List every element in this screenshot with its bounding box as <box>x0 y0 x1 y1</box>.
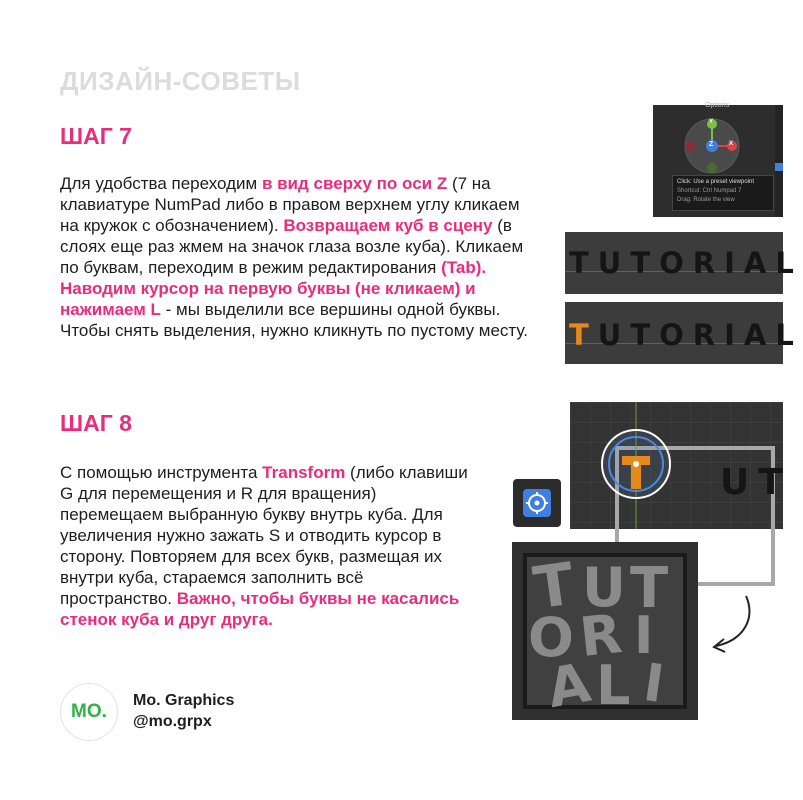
brand-handle: @mo.grpx <box>133 713 212 730</box>
step7-highlight-2: Возвращаем куб в сцену <box>283 216 493 235</box>
letter-o: O <box>528 606 574 669</box>
transform-gizmo[interactable] <box>570 402 783 529</box>
page-header: ДИЗАЙН-СОВЕТЫ <box>60 66 301 96</box>
step8-text-1: С помощью инструмента <box>60 463 263 482</box>
navigation-gizmo-panel <box>653 102 783 217</box>
step7-text-1: Для удобства переходим <box>60 174 262 193</box>
step8-highlight-1: Transform <box>262 463 346 482</box>
gizmo-top-label: Options <box>705 102 730 109</box>
move-rotate-icon <box>523 489 551 517</box>
brand-logo <box>60 683 118 741</box>
step7-highlight-4: Наводим курсор на первую буквы (не кликаем) и нажимаем L <box>60 279 476 319</box>
letter-a: A <box>542 650 595 721</box>
step8-text <box>60 462 480 630</box>
selected-letter-t: T <box>569 318 598 352</box>
letter-i: I <box>634 606 654 666</box>
curved-arrow-icon <box>704 590 774 660</box>
step7-highlight-1: в вид сверху по оси Z <box>261 174 448 193</box>
letter-t2: T <box>630 556 669 621</box>
tutorial-text-2 <box>569 318 803 352</box>
transform-viewport <box>570 402 792 529</box>
tooltip-line-3: Drag: Rotate the view <box>677 197 735 203</box>
brand-name: Mo. Graphics <box>133 692 235 709</box>
step8-title: ШАГ 8 <box>60 410 132 436</box>
transform-tool-button[interactable] <box>513 479 561 527</box>
gizmo-axis-y: Y <box>709 119 714 125</box>
step7-text-3: (в слоях еще раз жмем на значок глаза возле куба). Кликаем по буквам, переходим в режим редактирования <box>60 216 524 277</box>
step8-highlight-2: Важно, чтобы буквы не касались стенок куба и друг друга. <box>60 589 460 629</box>
gizmo-axis-x: X <box>729 141 734 147</box>
step7-title: ШАГ 7 <box>60 123 132 149</box>
tutorial-text-1: TUTORIAL <box>569 246 803 280</box>
final-result-viewport <box>512 542 698 720</box>
step7-highlight-3: (Tab). <box>441 258 487 277</box>
letter-u: U <box>582 556 626 619</box>
brand-logo-text: MO. <box>71 701 107 722</box>
gizmo-tooltip <box>672 175 774 211</box>
letter-l: L <box>596 654 631 717</box>
letter-r: R <box>576 601 625 670</box>
tooltip-line-1: Click: Use a preset viewpoint <box>677 179 755 185</box>
gizmo-axis-z: Z <box>709 141 714 148</box>
tooltip-line-2: Shortcut: Ctrl Numpad 7 <box>677 188 742 194</box>
letter-i2: I <box>639 652 668 716</box>
transform-tool-icon <box>523 489 551 517</box>
tutorial-viewport-1 <box>565 232 803 294</box>
step7-text-4: - мы выделили все вершины одной буквы. Чтобы снять выделения, нужно кликнуть по пустому месту. <box>60 300 528 340</box>
step8-text-2: (либо клавиши G для перемещения и R для вращения) перемещаем выбранную букву внутрь куба. Для увеличения нужно зажать S и отводить курсор в сторону. Повторяем для всех букв, размещая их внутри куба, стараемся заполнить всё пространство. <box>60 463 468 608</box>
step7-text <box>60 173 540 341</box>
step7-text-2: (7 на клавиатуре NumPad либо в правом верхнем углу кликаем на кружок с обозначением). <box>60 174 520 235</box>
tutorial-letters-partial: UT <box>720 462 792 503</box>
tutorial-text-rest: UTORIAL <box>597 318 803 352</box>
tutorial-viewport-2 <box>565 302 803 364</box>
letter-t1: T <box>529 549 579 623</box>
